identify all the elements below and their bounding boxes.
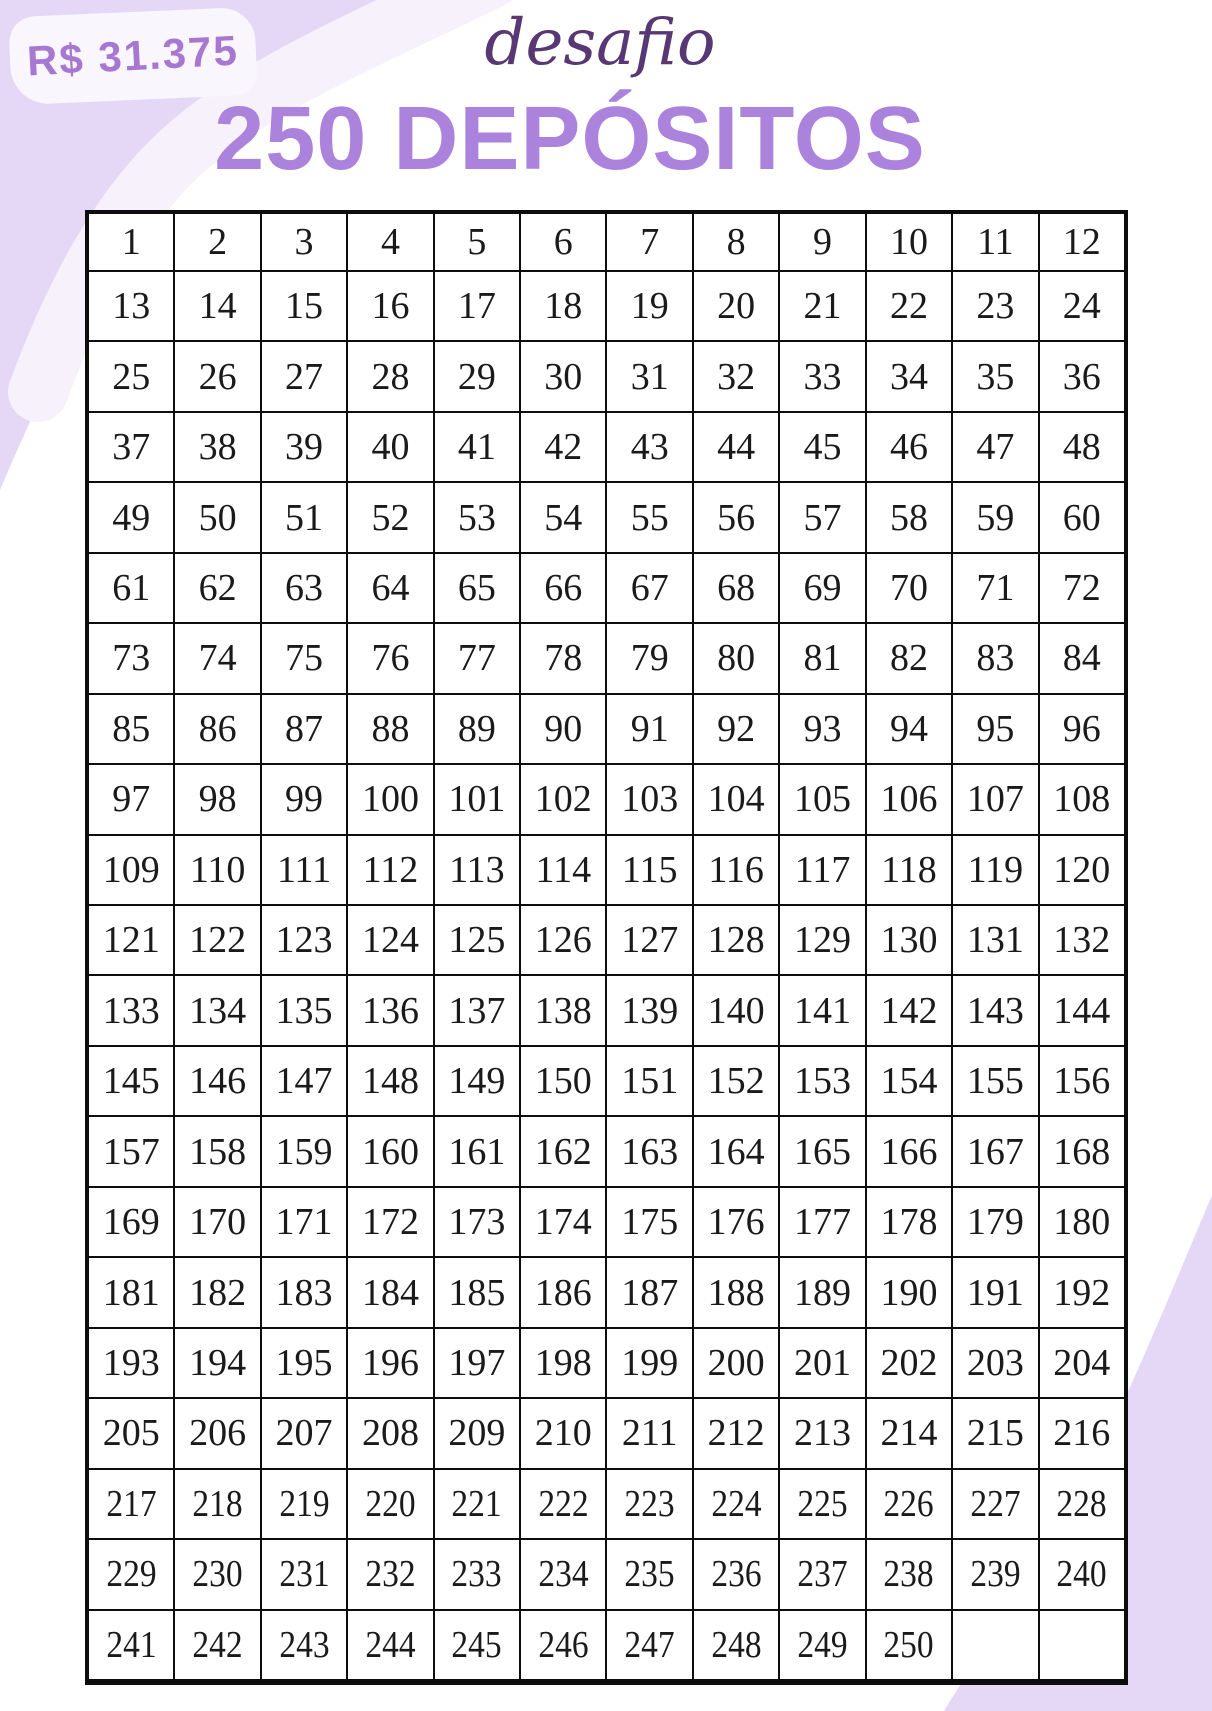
grid-cell-26: 26 (174, 341, 260, 411)
grid-cell-222: 222 (520, 1469, 606, 1539)
grid-cell-246: 246 (520, 1610, 606, 1680)
grid-cell-72: 72 (1039, 553, 1125, 623)
grid-cell-92: 92 (693, 694, 779, 764)
grid-cell-174: 174 (520, 1187, 606, 1257)
grid-cell-16: 16 (347, 271, 433, 341)
grid-cell-99: 99 (261, 764, 347, 834)
grid-cell-106: 106 (866, 764, 952, 834)
grid-cell-11: 11 (952, 213, 1038, 271)
grid-cell-239: 239 (952, 1539, 1038, 1609)
grid-cell-164: 164 (693, 1116, 779, 1186)
grid-cell-158: 158 (174, 1116, 260, 1186)
grid-cell-83: 83 (952, 623, 1038, 693)
grid-cell-183: 183 (261, 1257, 347, 1327)
grid-cell-198: 198 (520, 1328, 606, 1398)
grid-cell-115: 115 (606, 835, 692, 905)
grid-cell-154: 154 (866, 1046, 952, 1116)
grid-cell-196: 196 (347, 1328, 433, 1398)
grid-cell-88: 88 (347, 694, 433, 764)
grid-cell-184: 184 (347, 1257, 433, 1327)
grid-cell-69: 69 (779, 553, 865, 623)
grid-cell-197: 197 (434, 1328, 520, 1398)
grid-cell-214: 214 (866, 1398, 952, 1468)
grid-cell-186: 186 (520, 1257, 606, 1327)
grid-cell-100: 100 (347, 764, 433, 834)
grid-cell-173: 173 (434, 1187, 520, 1257)
grid-cell-61: 61 (88, 553, 174, 623)
grid-cell-175: 175 (606, 1187, 692, 1257)
grid-cell-141: 141 (779, 975, 865, 1045)
grid-cell-30: 30 (520, 341, 606, 411)
grid-cell-126: 126 (520, 905, 606, 975)
grid-cell-86: 86 (174, 694, 260, 764)
grid-cell-44: 44 (693, 412, 779, 482)
grid-cell-38: 38 (174, 412, 260, 482)
grid-cell-95: 95 (952, 694, 1038, 764)
grid-cell-229: 229 (88, 1539, 174, 1609)
grid-cell-108: 108 (1039, 764, 1125, 834)
grid-cell-67: 67 (606, 553, 692, 623)
grid-cell-114: 114 (520, 835, 606, 905)
grid-cell-68: 68 (693, 553, 779, 623)
grid-cell-22: 22 (866, 271, 952, 341)
grid-cell-64: 64 (347, 553, 433, 623)
grid-cell-144: 144 (1039, 975, 1125, 1045)
grid-cell-19: 19 (606, 271, 692, 341)
grid-cell-145: 145 (88, 1046, 174, 1116)
grid-cell-204: 204 (1039, 1328, 1125, 1398)
grid-cell-102: 102 (520, 764, 606, 834)
grid-cell-71: 71 (952, 553, 1038, 623)
grid-cell-8: 8 (693, 213, 779, 271)
grid-cell-35: 35 (952, 341, 1038, 411)
grid-cell-170: 170 (174, 1187, 260, 1257)
grid-cell-17: 17 (434, 271, 520, 341)
grid-cell-188: 188 (693, 1257, 779, 1327)
grid-cell-91: 91 (606, 694, 692, 764)
grid-cell-45: 45 (779, 412, 865, 482)
grid-cell-empty (952, 1610, 1038, 1680)
grid-cell-27: 27 (261, 341, 347, 411)
grid-cell-110: 110 (174, 835, 260, 905)
grid-cell-136: 136 (347, 975, 433, 1045)
grid-cell-162: 162 (520, 1116, 606, 1186)
grid-cell-36: 36 (1039, 341, 1125, 411)
grid-cell-146: 146 (174, 1046, 260, 1116)
grid-cell-232: 232 (347, 1539, 433, 1609)
grid-cell-55: 55 (606, 482, 692, 552)
grid-cell-147: 147 (261, 1046, 347, 1116)
grid-cell-109: 109 (88, 835, 174, 905)
grid-cell-172: 172 (347, 1187, 433, 1257)
grid-cell-59: 59 (952, 482, 1038, 552)
grid-cell-82: 82 (866, 623, 952, 693)
grid-cell-248: 248 (693, 1610, 779, 1680)
grid-cell-219: 219 (261, 1469, 347, 1539)
grid-cell-56: 56 (693, 482, 779, 552)
grid-cell-221: 221 (434, 1469, 520, 1539)
grid-cell-2: 2 (174, 213, 260, 271)
grid-cell-149: 149 (434, 1046, 520, 1116)
grid-cell-178: 178 (866, 1187, 952, 1257)
grid-cell-119: 119 (952, 835, 1038, 905)
grid-cell-90: 90 (520, 694, 606, 764)
grid-cell-187: 187 (606, 1257, 692, 1327)
grid-cell-179: 179 (952, 1187, 1038, 1257)
grid-cell-84: 84 (1039, 623, 1125, 693)
grid-cell-77: 77 (434, 623, 520, 693)
grid-cell-159: 159 (261, 1116, 347, 1186)
grid-cell-181: 181 (88, 1257, 174, 1327)
grid-cell-5: 5 (434, 213, 520, 271)
grid-cell-169: 169 (88, 1187, 174, 1257)
grid-cell-220: 220 (347, 1469, 433, 1539)
grid-cell-240: 240 (1039, 1539, 1125, 1609)
grid-cell-151: 151 (606, 1046, 692, 1116)
grid-cell-226: 226 (866, 1469, 952, 1539)
grid-cell-235: 235 (606, 1539, 692, 1609)
grid-cell-103: 103 (606, 764, 692, 834)
grid-cell-51: 51 (261, 482, 347, 552)
grid-cell-129: 129 (779, 905, 865, 975)
grid-cell-213: 213 (779, 1398, 865, 1468)
grid-cell-163: 163 (606, 1116, 692, 1186)
grid-cell-156: 156 (1039, 1046, 1125, 1116)
grid-cell-138: 138 (520, 975, 606, 1045)
grid-cell-132: 132 (1039, 905, 1125, 975)
grid-cell-80: 80 (693, 623, 779, 693)
grid-cell-37: 37 (88, 412, 174, 482)
grid-cell-176: 176 (693, 1187, 779, 1257)
grid-cell-215: 215 (952, 1398, 1038, 1468)
grid-cell-223: 223 (606, 1469, 692, 1539)
grid-cell-62: 62 (174, 553, 260, 623)
grid-cell-57: 57 (779, 482, 865, 552)
grid-cell-217: 217 (88, 1469, 174, 1539)
grid-cell-216: 216 (1039, 1398, 1125, 1468)
grid-cell-60: 60 (1039, 482, 1125, 552)
grid-cell-116: 116 (693, 835, 779, 905)
grid-cell-245: 245 (434, 1610, 520, 1680)
grid-cell-39: 39 (261, 412, 347, 482)
grid-cell-50: 50 (174, 482, 260, 552)
grid-cell-96: 96 (1039, 694, 1125, 764)
grid-cell-76: 76 (347, 623, 433, 693)
grid-cell-58: 58 (866, 482, 952, 552)
grid-cell-34: 34 (866, 341, 952, 411)
grid-cell-40: 40 (347, 412, 433, 482)
grid-cell-24: 24 (1039, 271, 1125, 341)
grid-cell-107: 107 (952, 764, 1038, 834)
grid-cell-81: 81 (779, 623, 865, 693)
grid-cell-209: 209 (434, 1398, 520, 1468)
total-amount: R$ 31.375 (25, 26, 240, 85)
grid-cell-206: 206 (174, 1398, 260, 1468)
grid-cell-3: 3 (261, 213, 347, 271)
grid-cell-23: 23 (952, 271, 1038, 341)
grid-cell-113: 113 (434, 835, 520, 905)
grid-cell-195: 195 (261, 1328, 347, 1398)
grid-cell-193: 193 (88, 1328, 174, 1398)
grid-cell-94: 94 (866, 694, 952, 764)
script-title: desafio (484, 6, 716, 80)
grid-cell-41: 41 (434, 412, 520, 482)
grid-cell-97: 97 (88, 764, 174, 834)
grid-cell-79: 79 (606, 623, 692, 693)
grid-cell-191: 191 (952, 1257, 1038, 1327)
grid-cell-247: 247 (606, 1610, 692, 1680)
grid-cell-101: 101 (434, 764, 520, 834)
grid-cell-43: 43 (606, 412, 692, 482)
grid-cell-46: 46 (866, 412, 952, 482)
grid-cell-63: 63 (261, 553, 347, 623)
grid-cell-205: 205 (88, 1398, 174, 1468)
grid-cell-32: 32 (693, 341, 779, 411)
grid-cell-12: 12 (1039, 213, 1125, 271)
grid-cell-15: 15 (261, 271, 347, 341)
deposit-grid (85, 210, 1128, 1685)
grid-cell-49: 49 (88, 482, 174, 552)
main-title: 250 DEPÓSITOS (214, 89, 926, 189)
grid-cell-218: 218 (174, 1469, 260, 1539)
grid-cell-200: 200 (693, 1328, 779, 1398)
grid-cell-168: 168 (1039, 1116, 1125, 1186)
grid-cell-1: 1 (88, 213, 174, 271)
grid-cell-47: 47 (952, 412, 1038, 482)
grid-cell-98: 98 (174, 764, 260, 834)
grid-cell-142: 142 (866, 975, 952, 1045)
grid-cell-52: 52 (347, 482, 433, 552)
grid-cell-122: 122 (174, 905, 260, 975)
grid-cell-53: 53 (434, 482, 520, 552)
grid-cell-201: 201 (779, 1328, 865, 1398)
grid-cell-empty (1039, 1610, 1125, 1680)
grid-cell-167: 167 (952, 1116, 1038, 1186)
grid-cell-199: 199 (606, 1328, 692, 1398)
grid-cell-230: 230 (174, 1539, 260, 1609)
grid-cell-128: 128 (693, 905, 779, 975)
grid-cell-93: 93 (779, 694, 865, 764)
grid-cell-182: 182 (174, 1257, 260, 1327)
grid-cell-210: 210 (520, 1398, 606, 1468)
grid-cell-148: 148 (347, 1046, 433, 1116)
grid-cell-127: 127 (606, 905, 692, 975)
grid-cell-42: 42 (520, 412, 606, 482)
grid-cell-234: 234 (520, 1539, 606, 1609)
grid-cell-18: 18 (520, 271, 606, 341)
grid-cell-180: 180 (1039, 1187, 1125, 1257)
grid-cell-237: 237 (779, 1539, 865, 1609)
grid-cell-135: 135 (261, 975, 347, 1045)
grid-cell-157: 157 (88, 1116, 174, 1186)
grid-cell-143: 143 (952, 975, 1038, 1045)
grid-cell-194: 194 (174, 1328, 260, 1398)
grid-cell-66: 66 (520, 553, 606, 623)
grid-cell-236: 236 (693, 1539, 779, 1609)
grid-cell-165: 165 (779, 1116, 865, 1186)
grid-cell-185: 185 (434, 1257, 520, 1327)
grid-cell-54: 54 (520, 482, 606, 552)
grid-cell-241: 241 (88, 1610, 174, 1680)
grid-cell-31: 31 (606, 341, 692, 411)
grid-cell-161: 161 (434, 1116, 520, 1186)
grid-cell-190: 190 (866, 1257, 952, 1327)
grid-cell-231: 231 (261, 1539, 347, 1609)
grid-cell-134: 134 (174, 975, 260, 1045)
grid-cell-192: 192 (1039, 1257, 1125, 1327)
grid-cell-152: 152 (693, 1046, 779, 1116)
grid-cell-73: 73 (88, 623, 174, 693)
grid-cell-250: 250 (866, 1610, 952, 1680)
grid-cell-28: 28 (347, 341, 433, 411)
grid-cell-160: 160 (347, 1116, 433, 1186)
grid-cell-104: 104 (693, 764, 779, 834)
grid-cell-130: 130 (866, 905, 952, 975)
grid-cell-112: 112 (347, 835, 433, 905)
grid-cell-70: 70 (866, 553, 952, 623)
grid-cell-243: 243 (261, 1610, 347, 1680)
grid-cell-33: 33 (779, 341, 865, 411)
grid-cell-75: 75 (261, 623, 347, 693)
grid-cell-120: 120 (1039, 835, 1125, 905)
grid-cell-123: 123 (261, 905, 347, 975)
grid-cell-29: 29 (434, 341, 520, 411)
grid-cell-208: 208 (347, 1398, 433, 1468)
grid-cell-87: 87 (261, 694, 347, 764)
grid-cell-238: 238 (866, 1539, 952, 1609)
grid-cell-242: 242 (174, 1610, 260, 1680)
grid-cell-177: 177 (779, 1187, 865, 1257)
grid-cell-48: 48 (1039, 412, 1125, 482)
grid-cell-20: 20 (693, 271, 779, 341)
grid-cell-212: 212 (693, 1398, 779, 1468)
grid-cell-249: 249 (779, 1610, 865, 1680)
grid-cell-227: 227 (952, 1469, 1038, 1539)
grid-cell-211: 211 (606, 1398, 692, 1468)
grid-cell-78: 78 (520, 623, 606, 693)
grid-cell-14: 14 (174, 271, 260, 341)
grid-cell-21: 21 (779, 271, 865, 341)
grid-cell-189: 189 (779, 1257, 865, 1327)
grid-cell-10: 10 (866, 213, 952, 271)
grid-cell-74: 74 (174, 623, 260, 693)
grid-cell-4: 4 (347, 213, 433, 271)
grid-cell-13: 13 (88, 271, 174, 341)
grid-cell-9: 9 (779, 213, 865, 271)
grid-cell-111: 111 (261, 835, 347, 905)
grid-cell-202: 202 (866, 1328, 952, 1398)
grid-cell-7: 7 (606, 213, 692, 271)
grid-cell-105: 105 (779, 764, 865, 834)
grid-cell-139: 139 (606, 975, 692, 1045)
grid-cell-137: 137 (434, 975, 520, 1045)
grid-cell-207: 207 (261, 1398, 347, 1468)
grid-cell-244: 244 (347, 1610, 433, 1680)
grid-cell-155: 155 (952, 1046, 1038, 1116)
grid-cell-153: 153 (779, 1046, 865, 1116)
grid-cell-85: 85 (88, 694, 174, 764)
grid-cell-133: 133 (88, 975, 174, 1045)
grid-cell-171: 171 (261, 1187, 347, 1257)
grid-cell-124: 124 (347, 905, 433, 975)
grid-cell-224: 224 (693, 1469, 779, 1539)
grid-cell-117: 117 (779, 835, 865, 905)
grid-cell-225: 225 (779, 1469, 865, 1539)
grid-cell-89: 89 (434, 694, 520, 764)
grid-cell-25: 25 (88, 341, 174, 411)
grid-cell-118: 118 (866, 835, 952, 905)
grid-cell-140: 140 (693, 975, 779, 1045)
grid-cell-203: 203 (952, 1328, 1038, 1398)
grid-cell-150: 150 (520, 1046, 606, 1116)
grid-cell-6: 6 (520, 213, 606, 271)
grid-cell-65: 65 (434, 553, 520, 623)
grid-cell-166: 166 (866, 1116, 952, 1186)
grid-cell-125: 125 (434, 905, 520, 975)
grid-cell-233: 233 (434, 1539, 520, 1609)
grid-cell-228: 228 (1039, 1469, 1125, 1539)
grid-cell-131: 131 (952, 905, 1038, 975)
grid-cell-121: 121 (88, 905, 174, 975)
